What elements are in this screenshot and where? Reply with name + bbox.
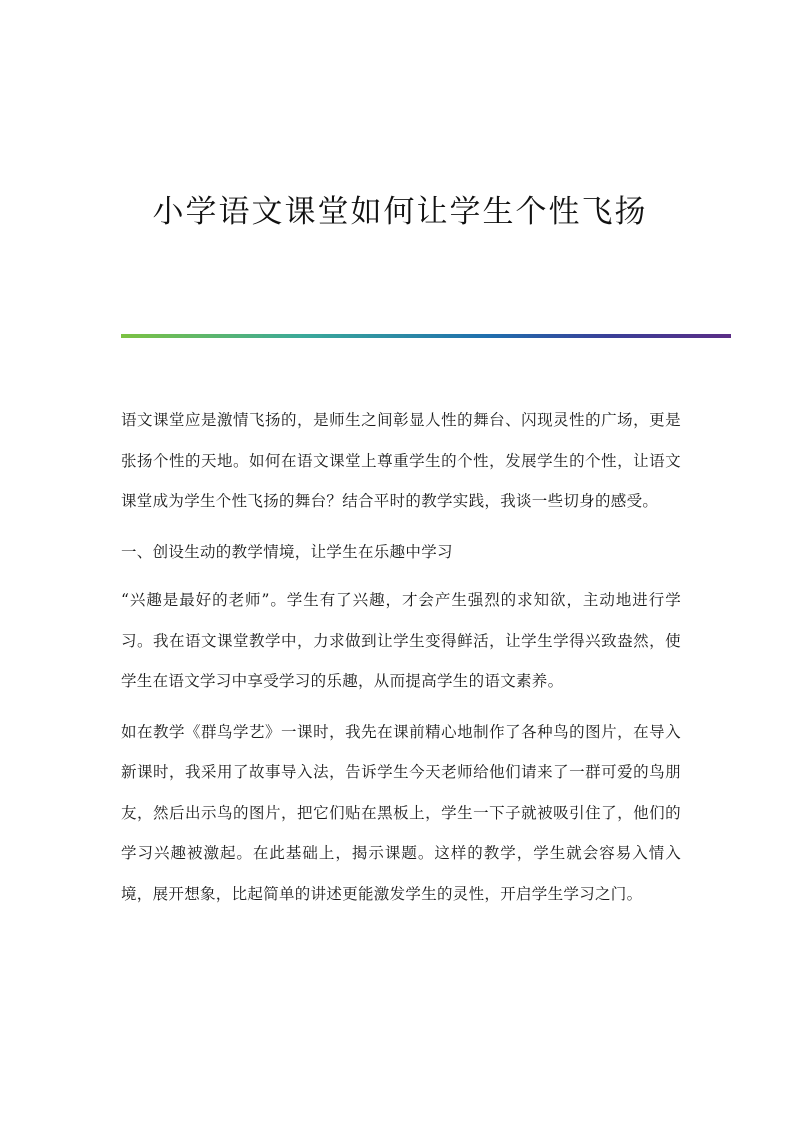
page-title: 小学语文课堂如何让学生个性飞扬 [152, 194, 648, 230]
document-body [121, 400, 681, 924]
intro-paragraph: 语文课堂应是激情飞扬的，是师生之间彰显人性的舞台、闪现灵性的广场，更是张扬个性的天地。如何在语文课堂上尊重学生的个性，发展学生的个性，让语文课堂成为学生个性飞扬的舞台？结合平时的教学实践，我谈一些切身的感受。 [121, 411, 681, 510]
section-heading: 一、创设生动的教学情境，让学生在乐趣中学习 [121, 542, 453, 561]
title-divider [121, 334, 731, 338]
body-paragraph: 如在教学《群鸟学艺》一课时，我先在课前精心地制作了各种鸟的图片，在导入新课时，我采用了故事导入法，告诉学生今天老师给他们请来了一群可爱的鸟朋友，然后出示鸟的图片，把它们贴在黑板上，学生一下子就被吸引住了，他们的学习兴趣被激起。在此基础上，揭示课题。这样的教学，学生就会容易入情入境，展开想象，比起简单的讲述更能激发学生的灵性，开启学生学习之门。 [121, 722, 681, 903]
body-paragraph: “兴趣是最好的老师”。学生有了兴趣，才会产生强烈的求知欲，主动地进行学习。我在语文课堂教学中，力求做到让学生变得鲜活，让学生学得兴致盎然，使学生在语文学习中享受学习的乐趣，从而提高学生的语文素养。 [121, 591, 681, 690]
